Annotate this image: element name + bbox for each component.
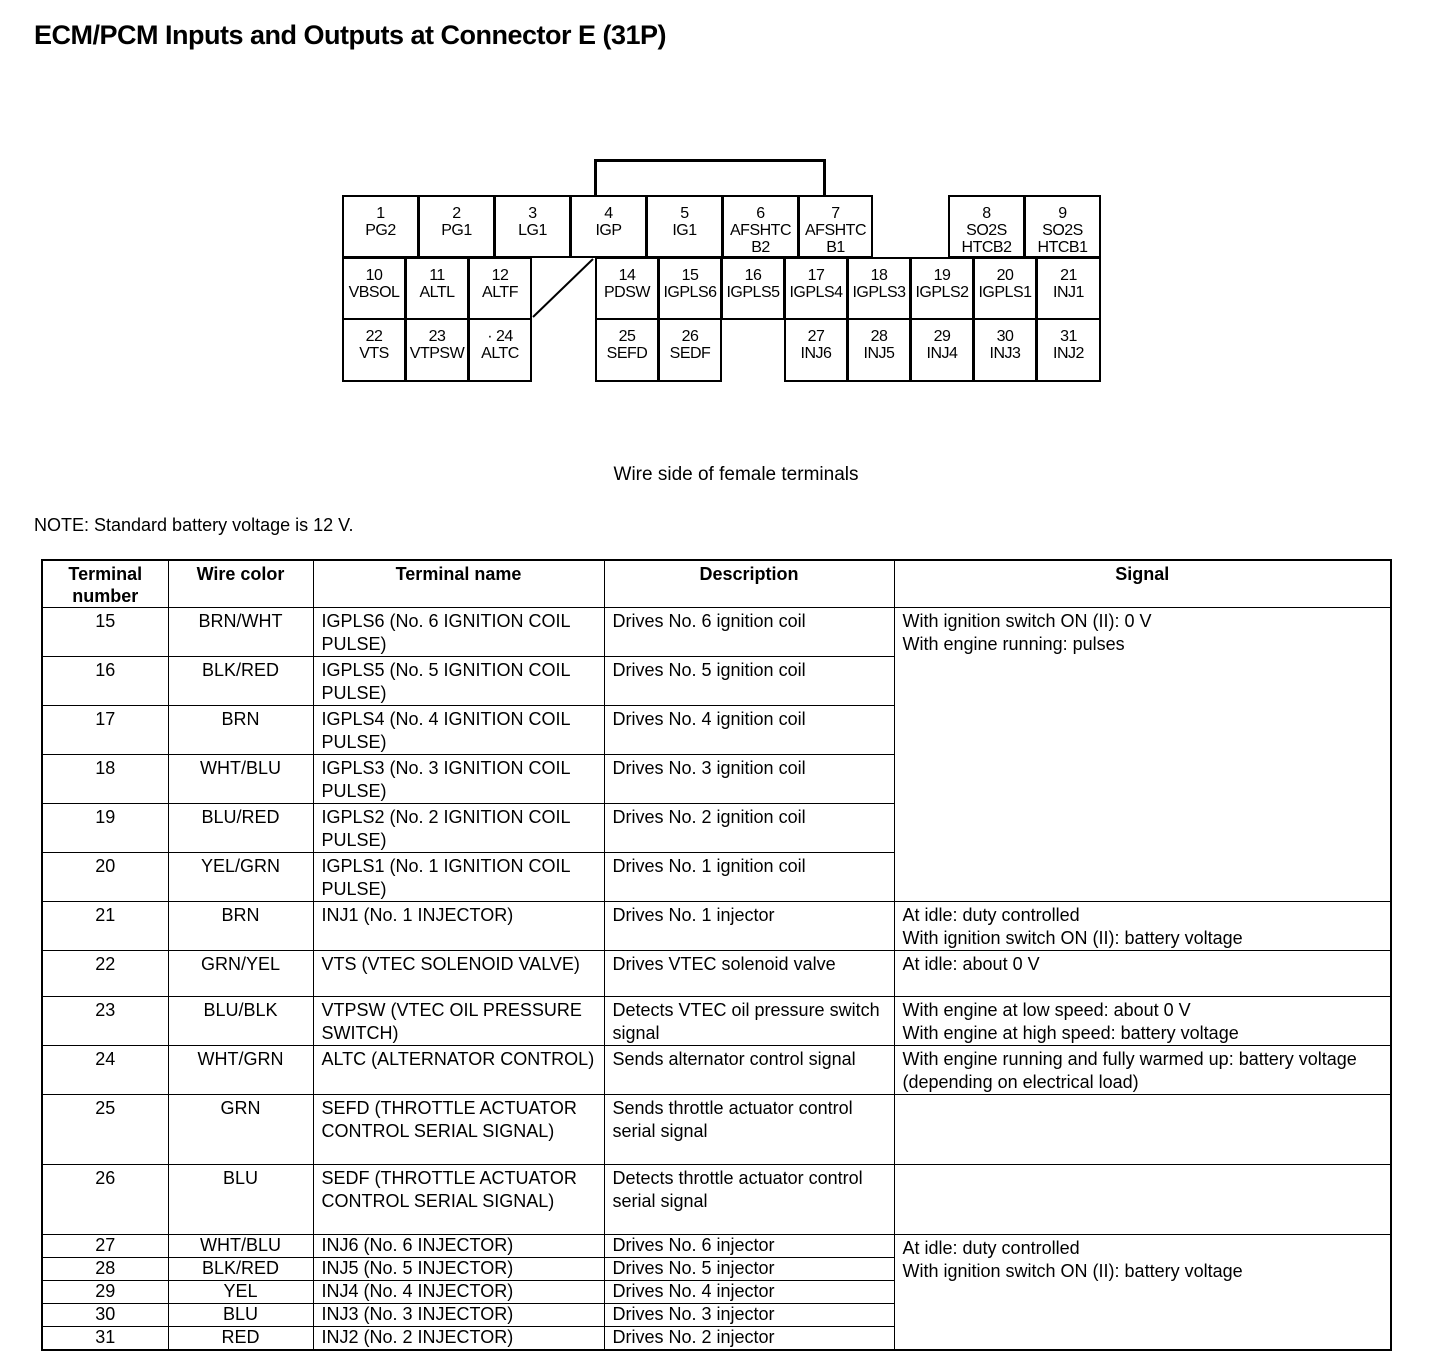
terminal-name: IGPLS3 (No. 3 IGNITION COIL PULSE): [313, 755, 604, 804]
wire-color: WHT/BLU: [168, 755, 313, 804]
terminal-name: INJ4 (No. 4 INJECTOR): [313, 1281, 604, 1304]
terminal-number: 2: [452, 205, 461, 222]
description: Drives No. 6 injector: [604, 1235, 894, 1258]
table-row: [42, 1046, 1391, 1095]
signal: At idle: about 0 V: [894, 951, 1391, 997]
column-header: Terminal name: [313, 560, 604, 608]
terminal-number: 5: [680, 205, 689, 222]
wire-color: YEL: [168, 1281, 313, 1304]
wire-color: BLU/BLK: [168, 997, 313, 1046]
terminal-label: VBSOL: [348, 284, 400, 301]
terminal-number: 10: [365, 267, 383, 284]
terminal-number: 24: [42, 1046, 168, 1095]
table-row: [42, 1235, 1391, 1258]
terminal-number: 20: [42, 853, 168, 902]
description: Drives No. 2 injector: [604, 1327, 894, 1350]
description: Drives No. 4 ignition coil: [604, 706, 894, 755]
signal: With engine at low speed: about 0 V With engine at high speed: battery voltage: [894, 997, 1391, 1046]
terminal-label: IGPLS1: [978, 284, 1032, 301]
terminal-label: IGPLS3: [852, 284, 906, 301]
terminal-label: INJ6: [800, 345, 832, 362]
terminal-label: IG1: [672, 222, 697, 239]
terminal-label: ALTL: [419, 284, 455, 301]
blank-cavity-slash: [531, 257, 595, 319]
description: Drives No. 1 ignition coil: [604, 853, 894, 902]
terminal-number: 31: [1060, 328, 1077, 345]
terminal-number: 22: [365, 328, 383, 345]
terminal-label: IGPLS5: [726, 284, 780, 301]
terminal-cell: [595, 257, 659, 320]
description: Drives No. 3 ignition coil: [604, 755, 894, 804]
signal: [894, 1165, 1391, 1235]
table-row: [42, 951, 1391, 997]
wire-color: RED: [168, 1327, 313, 1350]
terminal-name: VTS (VTEC SOLENOID VALVE): [313, 951, 604, 997]
terminal-name: INJ5 (No. 5 INJECTOR): [313, 1258, 604, 1281]
terminal-number: 12: [491, 267, 509, 284]
connector-caption: Wire side of female terminals: [613, 464, 859, 485]
terminal-number: 27: [807, 328, 825, 345]
terminal-cell: [721, 257, 785, 320]
terminal-number: 29: [933, 328, 951, 345]
terminal-number: 26: [681, 328, 699, 345]
wire-color: BRN/WHT: [168, 608, 313, 657]
description: Sends throttle actuator control serial signal: [604, 1095, 894, 1165]
table-row: [42, 608, 1391, 657]
terminal-name: INJ1 (No. 1 INJECTOR): [313, 902, 604, 951]
signal: At idle: duty controlled With ignition switch ON (II): battery voltage: [894, 902, 1391, 951]
terminal-name: SEDF (THROTTLE ACTUATOR CONTROL SERIAL SIGNAL): [313, 1165, 604, 1235]
terminal-cell: [973, 318, 1037, 382]
terminal-label: SEDF: [669, 345, 711, 362]
description: Detects throttle actuator control serial signal: [604, 1165, 894, 1235]
terminal-cell: [910, 257, 974, 320]
wire-color: WHT/GRN: [168, 1046, 313, 1095]
terminal-number: 28: [870, 328, 888, 345]
terminal-cell: [468, 257, 532, 320]
terminal-number: 4: [604, 205, 613, 222]
description: Drives VTEC solenoid valve: [604, 951, 894, 997]
terminal-cell: [570, 195, 647, 258]
description: Drives No. 3 injector: [604, 1304, 894, 1327]
terminal-label: IGPLS2: [915, 284, 969, 301]
terminal-number: 23: [428, 328, 446, 345]
terminal-number: 30: [42, 1304, 168, 1327]
page-title: ECM/PCM Inputs and Outputs at Connector E (31P): [34, 20, 667, 50]
terminal-number: 30: [996, 328, 1014, 345]
terminal-name: INJ3 (No. 3 INJECTOR): [313, 1304, 604, 1327]
column-header: Terminal number: [42, 560, 168, 608]
terminal-label: SEFD: [606, 345, 648, 362]
column-header: Signal: [894, 560, 1391, 608]
description: Sends alternator control signal: [604, 1046, 894, 1095]
terminal-number: 8: [982, 205, 991, 222]
terminal-label: AFSHTC B1: [805, 222, 866, 256]
terminal-name: VTPSW (VTEC OIL PRESSURE SWITCH): [313, 997, 604, 1046]
terminal-cell: [342, 318, 406, 382]
terminal-name: IGPLS5 (No. 5 IGNITION COIL PULSE): [313, 657, 604, 706]
terminal-cell: [494, 195, 571, 258]
terminal-label: PG2: [365, 222, 396, 239]
terminal-number: 27: [42, 1235, 168, 1258]
terminal-cell: [658, 318, 722, 382]
terminal-cell: [847, 318, 911, 382]
terminal-number: 25: [618, 328, 636, 345]
signal: At idle: duty controlled With ignition switch ON (II): battery voltage: [894, 1235, 1391, 1350]
terminal-cell: [973, 257, 1037, 320]
terminal-number: 9: [1058, 205, 1067, 222]
terminal-label: VTPSW: [409, 345, 465, 362]
wire-color: BLK/RED: [168, 657, 313, 706]
terminal-number: 18: [870, 267, 888, 284]
terminal-cell: [595, 318, 659, 382]
terminal-cell: [847, 257, 911, 320]
table-row: [42, 902, 1391, 951]
terminal-number: 22: [42, 951, 168, 997]
column-header: Wire color: [168, 560, 313, 608]
terminal-name: ALTC (ALTERNATOR CONTROL): [313, 1046, 604, 1095]
description: Drives No. 5 ignition coil: [604, 657, 894, 706]
signal: With engine running and fully warmed up: battery voltage (depending on electrical load): [894, 1046, 1391, 1095]
connector-lock-tab: [594, 159, 826, 197]
terminal-label: SO2S HTCB1: [1037, 222, 1088, 256]
terminal-cell: [784, 257, 848, 320]
terminal-name: INJ6 (No. 6 INJECTOR): [313, 1235, 604, 1258]
table-row: [42, 1095, 1391, 1165]
terminal-cell: [646, 195, 723, 258]
terminal-number: 16: [42, 657, 168, 706]
table-row: [42, 997, 1391, 1046]
wire-color: BLU: [168, 1304, 313, 1327]
terminal-cell: [418, 195, 495, 258]
terminal-table: [41, 559, 1392, 1351]
terminal-number: 25: [42, 1095, 168, 1165]
terminal-number: 6: [756, 205, 765, 222]
terminal-label: AFSHTC B2: [730, 222, 791, 256]
terminal-cell: [1024, 195, 1101, 258]
terminal-number: · 24: [487, 328, 513, 345]
description: Drives No. 4 injector: [604, 1281, 894, 1304]
terminal-name: SEFD (THROTTLE ACTUATOR CONTROL SERIAL SIGNAL): [313, 1095, 604, 1165]
terminal-label: INJ1: [1053, 284, 1084, 301]
terminal-label: INJ4: [926, 345, 958, 362]
terminal-cell: [910, 318, 974, 382]
terminal-label: LG1: [518, 222, 547, 239]
terminal-name: IGPLS6 (No. 6 IGNITION COIL PULSE): [313, 608, 604, 657]
terminal-number: 7: [831, 205, 840, 222]
terminal-number: 26: [42, 1165, 168, 1235]
signal: With ignition switch ON (II): 0 V With engine running: pulses: [894, 608, 1391, 902]
terminal-cell: [342, 195, 419, 258]
terminal-number: 21: [1060, 267, 1077, 284]
terminal-number: 11: [429, 267, 445, 284]
terminal-label: IGPLS4: [789, 284, 843, 301]
terminal-name: IGPLS4 (No. 4 IGNITION COIL PULSE): [313, 706, 604, 755]
connector-diagram: [0, 0, 1440, 400]
terminal-number: 16: [744, 267, 762, 284]
wire-color: YEL/GRN: [168, 853, 313, 902]
terminal-cell: [1036, 318, 1101, 382]
terminal-label: INJ5: [863, 345, 895, 362]
wire-color: BLU/RED: [168, 804, 313, 853]
terminal-cell: [948, 195, 1025, 258]
terminal-label: INJ2: [1053, 345, 1084, 362]
description: Drives No. 5 injector: [604, 1258, 894, 1281]
terminal-name: IGPLS1 (No. 1 IGNITION COIL PULSE): [313, 853, 604, 902]
terminal-cell: [1036, 257, 1101, 320]
wire-color: WHT/BLU: [168, 1235, 313, 1258]
terminal-name: IGPLS2 (No. 2 IGNITION COIL PULSE): [313, 804, 604, 853]
terminal-cell: [342, 257, 406, 320]
terminal-number: 17: [807, 267, 825, 284]
description: Drives No. 6 ignition coil: [604, 608, 894, 657]
description: Detects VTEC oil pressure switch signal: [604, 997, 894, 1046]
terminal-number: 15: [681, 267, 699, 284]
terminal-label: PG1: [441, 222, 472, 239]
terminal-number: 18: [42, 755, 168, 804]
column-header: Description: [604, 560, 894, 608]
wire-color: BLU: [168, 1165, 313, 1235]
wire-color: BLK/RED: [168, 1258, 313, 1281]
terminal-number: 31: [42, 1327, 168, 1350]
description: Drives No. 2 ignition coil: [604, 804, 894, 853]
terminal-cell: [722, 195, 799, 258]
wire-color: GRN: [168, 1095, 313, 1165]
terminal-number: 21: [42, 902, 168, 951]
terminal-label: SO2S HTCB2: [961, 222, 1012, 256]
wire-color: GRN/YEL: [168, 951, 313, 997]
terminal-cell: [658, 257, 722, 320]
terminal-number: 14: [618, 267, 636, 284]
terminal-cell: [798, 195, 873, 258]
terminal-cell: [405, 318, 469, 382]
terminal-number: 17: [42, 706, 168, 755]
terminal-number: 28: [42, 1258, 168, 1281]
wire-color: BRN: [168, 902, 313, 951]
terminal-cell: [784, 318, 848, 382]
terminal-number: 15: [42, 608, 168, 657]
terminal-label: VTS: [359, 345, 389, 362]
terminal-cell: [468, 318, 532, 382]
terminal-label: INJ3: [989, 345, 1021, 362]
terminal-number: 20: [996, 267, 1014, 284]
description: Drives No. 1 injector: [604, 902, 894, 951]
note: NOTE: Standard battery voltage is 12 V.: [34, 515, 354, 535]
terminal-number: 19: [42, 804, 168, 853]
terminal-label: IGP: [595, 222, 622, 239]
terminal-label: ALTC: [481, 345, 519, 362]
terminal-number: 1: [376, 205, 385, 222]
terminal-number: 29: [42, 1281, 168, 1304]
terminal-name: INJ2 (No. 2 INJECTOR): [313, 1327, 604, 1350]
terminal-label: IGPLS6: [663, 284, 717, 301]
terminal-number: 23: [42, 997, 168, 1046]
wire-color: BRN: [168, 706, 313, 755]
terminal-number: 3: [528, 205, 537, 222]
signal: [894, 1095, 1391, 1165]
terminal-label: PDSW: [604, 284, 650, 301]
terminal-cell: [405, 257, 469, 320]
terminal-label: ALTF: [482, 284, 518, 301]
terminal-number: 19: [933, 267, 951, 284]
table-row: [42, 1165, 1391, 1235]
